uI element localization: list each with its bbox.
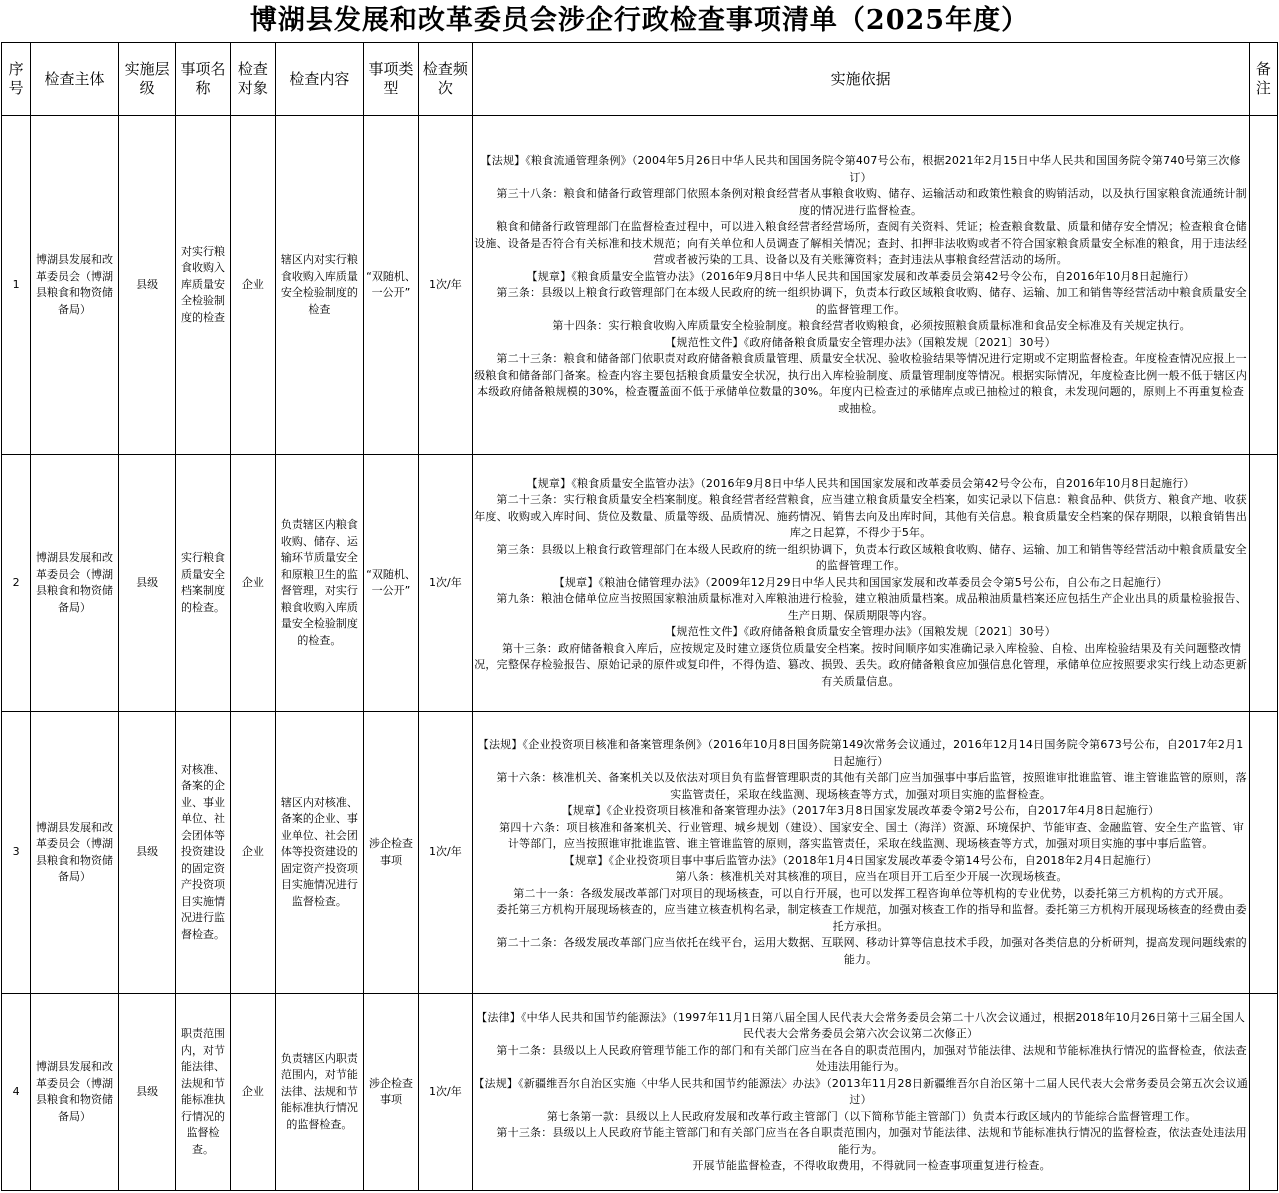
basis-article: 第二十三条：实行粮食质量安全档案制度。粮食经营者经营粮食，应当建立粮食质量安全档案，如实记录以下信息：粮食品种、供货方、粮食产地、收获年度、收购或入库时间、货位及数量、质量等级、品质情况、施药情况、销售去向及出库时间，其他有关信息。粮食质量安全档案的保存期限，以粮食销售出库之日起算，不得少于5年。 [474,493,1248,540]
inspection-frequency: 1次/年 [419,712,472,994]
legal-basis [472,455,1249,712]
basis-article: 第十三条：县级以上人民政府节能主管部门和有关部门应当在各自职责范围内，加强对节能法律、法规和节能标准执行情况的监督检查，依法查处违法用能行为。 [496,1126,1247,1156]
item-type: “双随机、一公开” [363,455,418,712]
basis-article: 第四十六条：项目核准和备案机关、行业管理、城乡规划（建设）、国家安全、国土（海洋）资源、环境保护、节能审查、金融监管、安全生产监管、审计等部门，应当按照谁审批谁监管、谁主管谁监管的原则，落实监管责任，采取在线监测、现场核查等方式，加强对项目实施的事中事后监管。 [499,820,1245,850]
inspection-frequency: 1次/年 [419,116,472,455]
basis-source-title: 【规章】《企业投资项目核准和备案管理办法》（2017年3月8日国家发展改革委令第2号公布，自2017年4月8日起施行） [561,804,1160,817]
basis-source-title: 【法规】《新疆维吾尔自治区实施〈中华人民共和国节约能源法〉办法》（2013年11月28日新疆维吾尔自治区第十二届人民代表大会常务委员会第五次会议通过） [473,1076,1248,1106]
header-name: 事项名称 [176,43,230,116]
implementation-level: 县级 [118,712,175,994]
implementation-level: 县级 [118,455,175,712]
remark-cell [1249,712,1277,994]
inspection-subject: 博湖县发展和改革委员会（博湖县粮食和物资储备局） [31,994,119,1191]
basis-article: 粮食和储备行政管理部门在监督检查过程中，可以进入粮食经营者经营场所，查阅有关资料、凭证；检查粮食数量、质量和储存安全情况；检查粮食仓储设施、设备是否符合有关标准和技术规范；向有关单位和人员调查了解相关情况；查封、扣押非法收购或者不符合国家粮食质量安全标准的粮食，用于违法经营或者被污染的工具、设备以及有关账簿资料；查封违法从事粮食经营活动的场所。 [474,220,1248,266]
inspection-subject: 博湖县发展和改革委员会（博湖县粮食和物资储备局） [31,455,119,712]
inspection-table [1,42,1278,1191]
header-frequency: 检查频次 [419,43,472,116]
row-number: 2 [2,455,31,712]
row-number: 4 [2,994,31,1191]
header-basis: 实施依据 [472,43,1249,116]
table-row [2,116,1278,455]
basis-source-title: 【规章】《粮油仓储管理办法》（2009年12月29日中华人民共和国国家发展和改革委员会令第5号公布，自公布之日起施行） [553,575,1168,589]
inspection-target: 企业 [230,712,275,994]
basis-article: 第八条：核准机关对其核准的项目，应当在项目开工后至少开展一次现场核查。 [675,870,1068,883]
header-type: 事项类型 [363,43,418,116]
basis-article: 第三条：县级以上粮食行政管理部门在本级人民政府的统一组织协调下，负责本行政区域粮食收购、储存、运输、加工和销售等经营活动中粮食质量安全的监督管理工作。 [496,286,1247,316]
header-level: 实施层级 [118,43,175,116]
inspection-content: 负责辖区内粮食收购、储存、运输环节质量安全和原粮卫生的监督管理，对实行粮食收购入库质量安全检验制度的检查。 [276,455,364,712]
legal-basis [472,712,1249,994]
basis-source-title: 【法律】《中华人民共和国节约能源法》（1997年11月1日第八届全国人民代表大会常务委员会第二十八次会议通过，根据2018年10月26日第十三届全国人民代表大会常务委员会第六次会议第二次修正） [476,1010,1246,1040]
inspection-subject: 博湖县发展和改革委员会（博湖县粮食和物资储备局） [31,116,119,455]
basis-article: 第九条：粮油仓储单位应当按照国家粮油质量标准对入库粮油进行检验，建立粮油质量档案。成品粮油质量档案还应包括生产企业出具的质量检验报告、生产日期、保质期限等内容。 [496,592,1247,622]
remark-cell [1249,994,1277,1191]
header-remark: 备注 [1249,43,1277,116]
remark-cell [1249,116,1277,455]
basis-article: 第三十八条：粮食和储备行政管理部门依照本条例对粮食经营者从事粮食收购、储存、运输活动和政策性粮食的购销活动，以及执行国家粮食流通统计制度的情况进行监督检查。 [496,187,1247,217]
table-row [2,455,1278,712]
item-type: 涉企检查事项 [363,712,418,994]
inspection-content: 辖区内对实行粮食收购入库质量安全检验制度的检查 [276,116,364,455]
basis-article: 第十三条：政府储备粮食入库后，应按规定及时建立逐货位质量安全档案。按时间顺序如实准确记录入库检验、自检、出库检验结果及有关问题整改情况，完整保存检验报告、原始记录的原件或复印件，不得伪造、篡改、损毁、丢失。政府储备粮食应加强信息化管理，承储单位应按照要求实行线上动态更新有关质量信息。 [474,641,1248,688]
table-row [2,712,1278,994]
item-name: 对核准、备案的企业、事业单位、社会团体等投资建设的固定资产投资项目实施情况进行监督检查。 [176,712,230,994]
basis-article: 第二十一条：各级发展改革部门对项目的现场核查，可以自行开展，也可以发挥工程咨询单位等机构的专业优势，以委托第三方机构的方式开展。 [513,886,1231,900]
basis-source-title: 【规章】《粮食质量安全监管办法》（2016年9月8日中华人民共和国国家发展和改革委员会第42号令公布，自2016年10月8日起施行） [526,476,1195,490]
legal-basis [472,116,1249,455]
basis-source-title: 【规章】《粮食质量安全监管办法》（2016年9月8日中华人民共和国国家发展和改革委员会第42号令公布，自2016年10月8日起施行） [526,269,1195,283]
implementation-level: 县级 [118,994,175,1191]
item-type: “双随机、一公开” [363,116,418,455]
item-type: 涉企检查事项 [363,994,418,1191]
basis-source-title: 【法规】《粮食流通管理条例》（2004年5月26日中华人民共和国国务院令第407号公布，根据2021年2月15日中华人民共和国国务院令第740号第三次修订） [480,154,1241,184]
header-target: 检查对象 [230,43,275,116]
basis-article: 第十六条：核准机关、备案机关以及依法对项目负有监督管理职责的其他有关部门应当加强事中事后监管，按照谁审批谁监管、谁主管谁监管的原则，落实监管责任，采取在线监测、现场核查等方式，加强对项目实施的监督检查。 [496,771,1247,801]
basis-article: 委托第三方机构开展现场核查的，应当建立核查机构名录，制定核查工作规范，加强对核查工作的指导和监督。委托第三方机构开展现场核查的经费由委托方承担。 [496,903,1247,933]
inspection-target: 企业 [230,116,275,455]
inspection-content: 辖区内对核准、备案的企业、事业单位、社会团体等投资建设的固定资产投资项目实施情况进行监督检查。 [276,712,364,994]
item-name: 职责范围内，对节能法律、法规和节能标准执行情况的监督检查。 [176,994,230,1191]
legal-basis [472,994,1249,1191]
header-content: 检查内容 [276,43,364,116]
basis-article: 第七条第一款：县级以上人民政府发展和改革行政主管部门（以下简称节能主管部门）负责本行政区域内的节能综合监督管理工作。 [546,1109,1197,1123]
row-number: 1 [2,116,31,455]
inspection-frequency: 1次/年 [419,994,472,1191]
header-subject: 检查主体 [31,43,119,116]
table-row [2,994,1278,1191]
basis-article: 第三条：县级以上粮食行政管理部门在本级人民政府的统一组织协调下，负责本行政区域粮食收购、储存、运输、加工和销售等经营活动中粮食质量安全的监督管理工作。 [496,542,1247,573]
table-header-row [2,43,1278,116]
header-no: 序号 [2,43,31,116]
inspection-subject: 博湖县发展和改革委员会（博湖县粮食和物资储备局） [31,712,119,994]
item-name: 对实行粮食收购入库质量安全检验制度的检查 [176,116,230,455]
row-number: 3 [2,712,31,994]
basis-article: 第十四条：实行粮食收购入库质量安全检验制度。粮食经营者收购粮食，必须按照粮食质量标准和食品安全标准及有关规定执行。 [552,319,1191,332]
inspection-target: 企业 [230,455,275,712]
remark-cell [1249,455,1277,712]
basis-source-title: 【规范性文件】《政府储备粮食质量安全管理办法》（国粮发规〔2021〕30号） [665,335,1056,349]
basis-article: 第十二条：县级以上人民政府管理节能工作的部门和有关部门应当在各自的职责范围内，加强对节能法律、法规和节能标准执行情况的监督检查，依法查处违法用能行为。 [496,1043,1247,1073]
document-title: 博湖县发展和改革委员会涉企行政检查事项清单（2025年度） [249,5,1030,36]
basis-article: 第二十二条：各级发展改革部门应当依托在线平台，运用大数据、互联网、移动计算等信息技术手段，加强对各类信息的分析研判，提高发现问题线索的能力。 [496,936,1247,966]
basis-article: 开展节能监督检查，不得收取费用，不得就同一检查事项重复进行检查。 [692,1159,1051,1172]
basis-article: 第二十三条：粮食和储备部门依职责对政府储备粮食质量管理、质量安全状况、验收检验结果等情况进行定期或不定期监督检查。年度检查情况应报上一级粮食和储备部门备案。检查内容主要包括粮食质量安全状况，执行出入库检验制度、质量管理制度等情况。根据实际情况，年度检查比例一般不低于辖区内本级政府储备粮规模的30%，检查覆盖面不低于承储单位数量的30%。年度内已检查过的承储库点或已抽检过的粮食，未发现问题的，原则上不再重复检查或抽检。 [474,352,1248,415]
basis-source-title: 【规范性文件】《政府储备粮食质量安全管理办法》（国粮发规〔2021〕30号） [665,625,1056,639]
inspection-content: 负责辖区内职责范围内，对节能法律、法规和节能标准执行情况的监督检查。 [276,994,364,1191]
basis-source-title: 【规章】《企业投资项目事中事后监管办法》（2018年1月4日国家发展改革委令第14号公布，自2018年2月4日起施行） [563,853,1158,867]
basis-source-title: 【法规】《企业投资项目核准和备案管理条例》（2016年10月8日国务院第149次常务会议通过，2016年12月14日国务院令第673号公布，自2017年2月1日起施行） [477,738,1244,768]
inspection-frequency: 1次/年 [419,455,472,712]
implementation-level: 县级 [118,116,175,455]
item-name: 实行粮食质量安全档案制度的检查。 [176,455,230,712]
inspection-target: 企业 [230,994,275,1191]
